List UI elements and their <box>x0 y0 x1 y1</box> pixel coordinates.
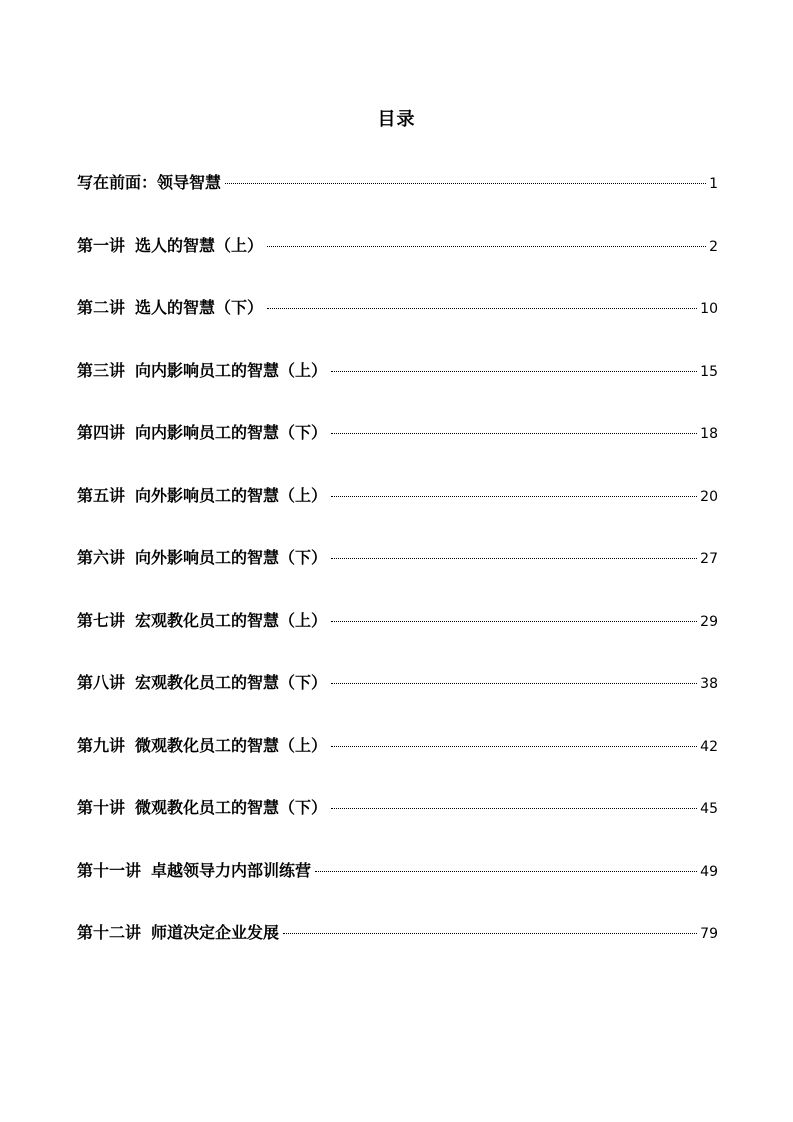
toc-entry-title: 宏观教化员工的智慧（下） <box>135 673 328 692</box>
toc-entry-page: 18 <box>700 426 718 442</box>
toc-entry-page: 42 <box>700 738 718 755</box>
toc-entry[interactable] <box>77 545 718 608</box>
toc-entry[interactable] <box>77 608 718 671</box>
toc-entry-title: 向外影响员工的智慧（下） <box>135 548 328 567</box>
toc-entry-title: 微观教化员工的智慧（下） <box>135 798 328 817</box>
toc-entry-page: 38 <box>700 676 718 692</box>
toc-dot-leader <box>331 746 697 747</box>
toc-entry-lecture: 第九讲 <box>77 735 126 755</box>
toc-entry-title: 微观教化员工的智慧（上） <box>135 735 328 755</box>
toc-entry-title: 卓越领导力内部训练营 <box>151 860 312 880</box>
toc-entry-title: 选人的智慧（下） <box>135 298 264 317</box>
toc-entry-lecture: 第四讲 <box>77 423 126 442</box>
toc-entry-page: 15 <box>700 363 718 380</box>
toc-entry-page: 27 <box>700 551 718 567</box>
toc-dot-leader <box>267 308 697 309</box>
toc-entry[interactable] <box>77 670 718 733</box>
toc-dot-leader <box>331 808 697 809</box>
toc-entry-lecture: 第一讲 <box>77 235 126 255</box>
toc-dot-leader <box>331 496 697 497</box>
toc-dot-leader <box>267 246 706 247</box>
toc-title: 目录 <box>377 109 416 130</box>
toc-entry[interactable] <box>77 733 718 796</box>
toc-entry-lecture: 第六讲 <box>77 548 126 567</box>
toc-entry-page: 79 <box>700 926 718 942</box>
toc-dot-leader <box>225 183 706 184</box>
toc-dot-leader <box>331 621 697 622</box>
toc-entry-title: 宏观教化员工的智慧（上） <box>135 610 328 630</box>
toc-entry[interactable] <box>77 858 718 921</box>
toc-entry[interactable] <box>77 920 718 983</box>
toc-entry[interactable] <box>77 483 718 546</box>
toc-entry[interactable] <box>77 295 718 358</box>
toc-entry-lecture: 第五讲 <box>77 485 126 505</box>
toc-entry-lecture: 第二讲 <box>77 298 126 317</box>
toc-dot-leader <box>283 933 697 934</box>
toc-dot-leader <box>315 871 697 872</box>
toc-dot-leader <box>331 683 697 684</box>
toc-entry[interactable] <box>77 420 718 483</box>
toc-entry[interactable] <box>77 358 718 421</box>
toc-entry-page: 10 <box>700 301 718 317</box>
toc-entry-page: 1 <box>709 176 718 192</box>
toc-entry-title: 选人的智慧（上） <box>135 235 264 255</box>
toc-entry-lecture: 第七讲 <box>77 610 126 630</box>
toc-entry-title: 向内影响员工的智慧（下） <box>135 423 328 442</box>
toc-entry-lecture: 第三讲 <box>77 360 126 380</box>
toc-entry-title: 向内影响员工的智慧（上） <box>135 360 328 380</box>
toc-entry-title: 向外影响员工的智慧（上） <box>135 485 328 505</box>
toc-entry-title: 师道决定企业发展 <box>151 923 280 942</box>
toc-entry-lecture: 第八讲 <box>77 673 126 692</box>
toc-entry-page: 29 <box>700 613 718 630</box>
toc-entry-page: 2 <box>709 238 718 255</box>
toc-entry[interactable] <box>77 233 718 296</box>
toc-entry[interactable] <box>77 795 718 858</box>
toc-dot-leader <box>331 433 697 434</box>
toc-entry-page: 45 <box>700 801 718 817</box>
toc-entry-lecture: 第十讲 <box>77 798 126 817</box>
toc-entry-lecture: 第十一讲 <box>77 860 142 880</box>
toc-dot-leader <box>331 371 697 372</box>
toc-dot-leader <box>331 558 697 559</box>
toc-entry-lecture: 第十二讲 <box>77 923 142 942</box>
toc-entry-page: 49 <box>700 863 718 880</box>
toc-entry-lecture: 写在前面：领导智慧 <box>77 173 222 192</box>
toc-list <box>77 170 718 983</box>
toc-entry-page: 20 <box>700 488 718 505</box>
toc-entry[interactable] <box>77 170 718 233</box>
